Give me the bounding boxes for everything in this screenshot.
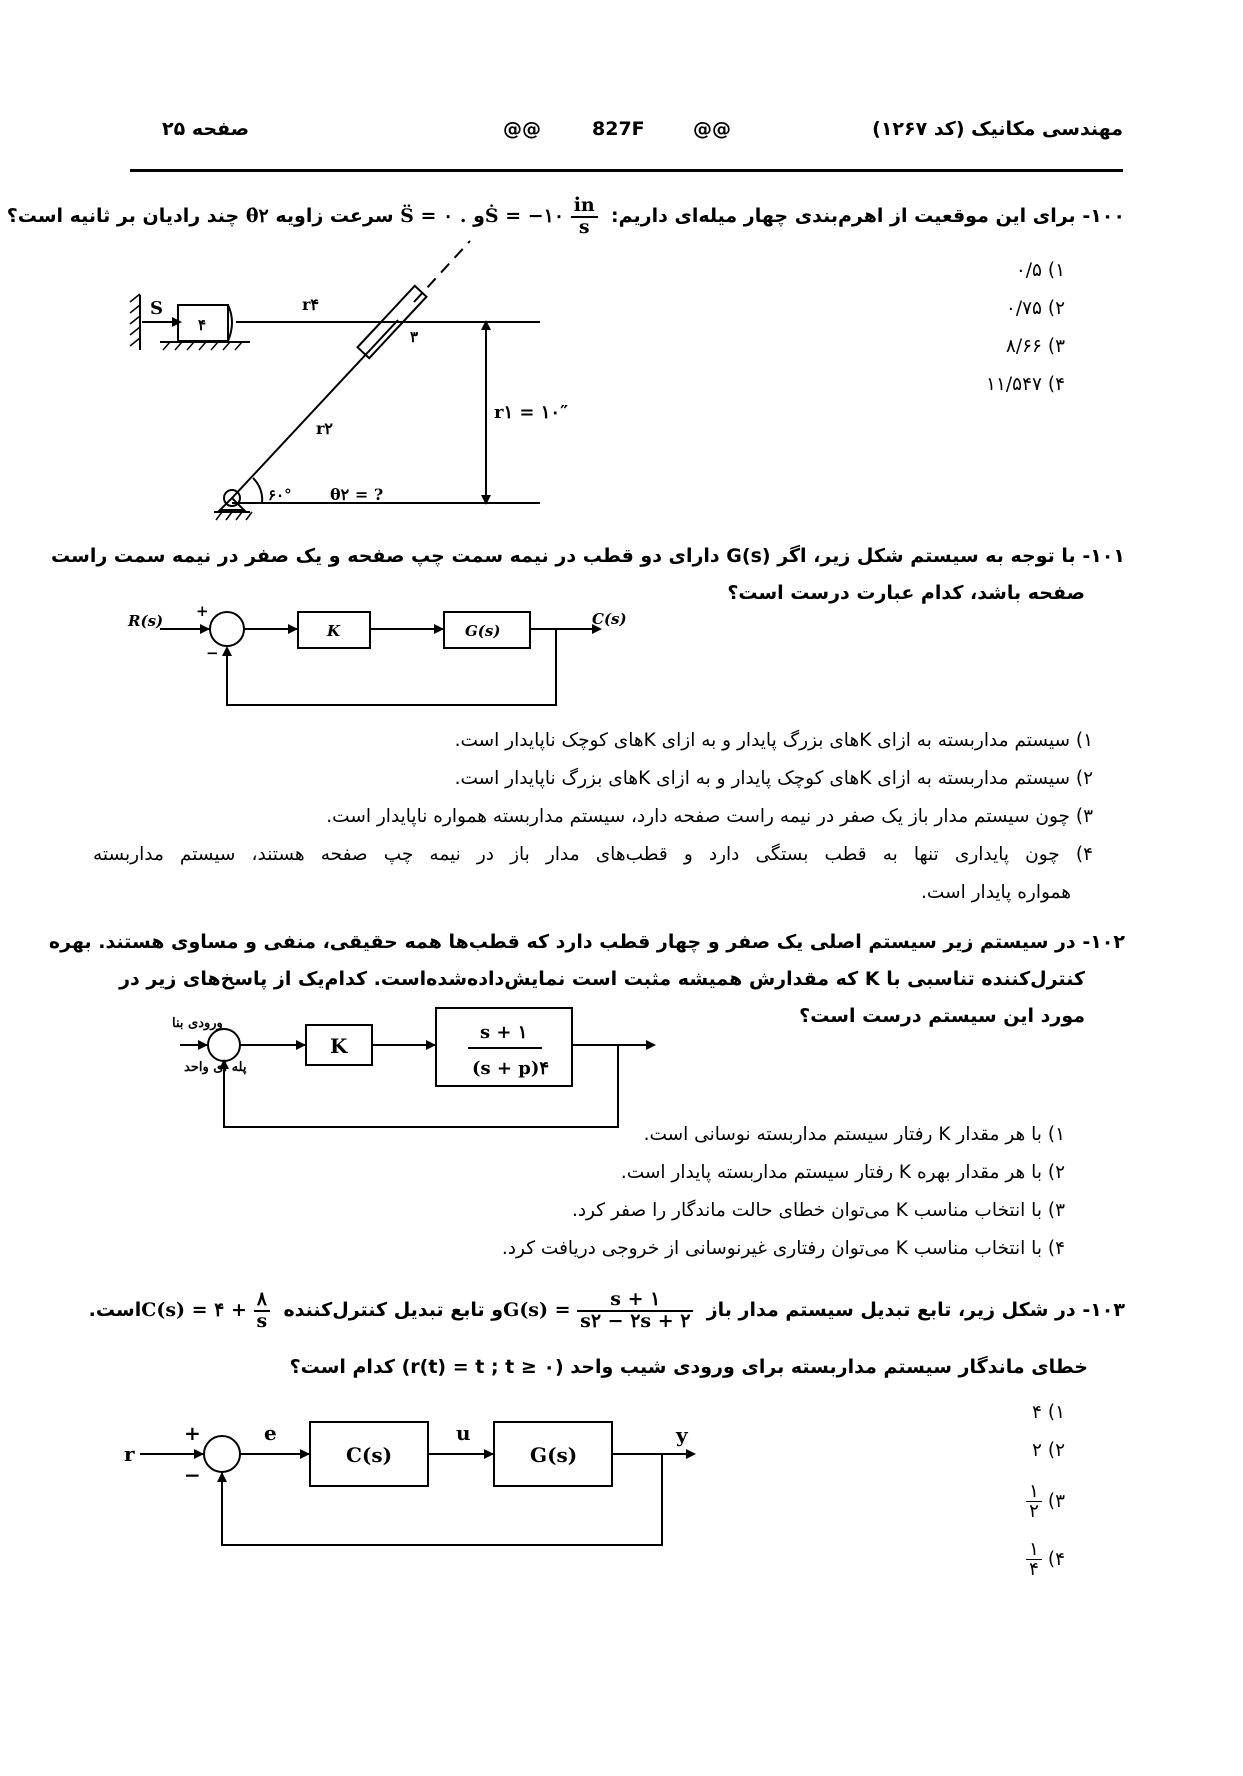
option-4-cont: همواره پایدار است. bbox=[921, 882, 1071, 903]
label-G: G(s) bbox=[465, 622, 501, 640]
label-C: C(s) bbox=[346, 1443, 393, 1467]
question-100: ۱۰۰- برای این موقعیت از اهرم‌بندی چهار میله‌ای داریم: Ṡ = −۱۰ $\frac{in}{s}$ و S̈ = ۰ . سرعت زاویه θ̇۲ چند رادیان بر ثانیه است؟ bbox=[6, 194, 1125, 238]
plant-transfer-fraction: $\frac{s + ۱}{s۲ - ۲s + ۲}$ bbox=[577, 1290, 693, 1332]
question-number: ۱۰۰- bbox=[1082, 204, 1125, 227]
plant-numerator: s + ۱ bbox=[480, 1022, 528, 1043]
question-103: ۱۰۳- در شکل زیر، تابع تبدیل سیستم مدار باز G(s) = $\frac{s + ۱}{s۲ - ۲s + ۲}$ و تابع تبدیل کنترل‌کننده C(s) = ۴ + $\frac{۸}{s}$ است. bbox=[88, 1288, 1125, 1332]
mark-left: @@ bbox=[503, 118, 541, 140]
option-3: ۳) چون سیستم مدار باز یک صفر در نیمه راست صفحه دارد، سیستم مداربسته همواره ناپایدار است. bbox=[326, 806, 1093, 827]
controller-fraction: $\frac{۸}{s}$ bbox=[254, 1290, 271, 1332]
option-1: ۱) با هر مقدار K رفتار سیستم مداربسته نوسانی است. bbox=[643, 1124, 1065, 1145]
mark-right: @@ bbox=[693, 118, 731, 140]
label-r1: r۱ = ۱۰″ bbox=[494, 402, 569, 423]
option-1: ۱) ۰/۵ bbox=[1015, 260, 1065, 281]
question-103-line2: خطای ماندگار سیستم مداربسته برای ورودی شیب واحد (r(t) = t ; t ≥ ۰) کدام است؟ bbox=[289, 1356, 1088, 1378]
option-1: ۱) ۴ bbox=[1032, 1402, 1065, 1423]
label-u: u bbox=[456, 1421, 471, 1445]
exam-subject: مهندسی مکانیک (کد ۱۲۶۷) bbox=[872, 118, 1123, 140]
input-label-2: پله ای واحد bbox=[184, 1060, 247, 1075]
label-r2: r۲ bbox=[316, 419, 334, 438]
question-number: ۱۰۲- bbox=[1082, 931, 1125, 953]
question-101: ۱۰۱- با توجه به سیستم شکل زیر، اگر G(s) دارای دو قطب در نیمه سمت چپ صفحه و یک صفر در نیمه سمت راست صفحه باشد، کدام عبارت درست است؟ bbox=[51, 545, 1125, 604]
option-3: ۳) ۸/۶۶ bbox=[1005, 336, 1065, 357]
option-4: ۴) با انتخاب مناسب K می‌توان رفتاری غیرنوسانی از خروجی دریافت کرد. bbox=[501, 1238, 1065, 1259]
label-slider: ۳ bbox=[410, 328, 419, 346]
label-C: C(s) bbox=[592, 610, 627, 628]
option-2: ۲) ۰/۷۵ bbox=[1005, 298, 1065, 319]
question-number: ۱۰۳- bbox=[1082, 1298, 1125, 1321]
plant-denominator: (s + p)۴ bbox=[472, 1058, 550, 1079]
label-y: y bbox=[676, 1423, 688, 1447]
option-4: ۴) چون پایداری تنها به قطب بستگی دارد و قطب‌های مدار باز در نیمه چپ صفحه هستند، سیستم مداربسته bbox=[93, 844, 1093, 865]
option-2: ۲) ۲ bbox=[1032, 1440, 1065, 1461]
label-theta2: θ۲ = ? bbox=[330, 485, 384, 504]
label-S: S bbox=[150, 298, 163, 319]
option-2: ۲) سیستم مداربسته به ازای Kهای کوچک پایدار و به ازای Kهای بزرگ ناپایدار است. bbox=[454, 768, 1093, 789]
option-2: ۲) با هر مقدار بهره K رفتار سیستم مداربسته پایدار است. bbox=[620, 1162, 1065, 1183]
label-e: e bbox=[264, 1421, 277, 1445]
q103-options bbox=[1026, 1394, 1065, 1580]
exam-code: 827F bbox=[592, 118, 645, 140]
label-plus: + bbox=[184, 1421, 201, 1445]
option-1: ۱) سیستم مداربسته به ازای Kهای بزرگ پایدار و به ازای Kهای کوچک ناپایدار است. bbox=[454, 730, 1093, 751]
option-4: ۴) $\frac{۱}{۴}$ bbox=[1026, 1540, 1065, 1580]
page-number: صفحه ۲۵ bbox=[162, 118, 250, 140]
option-4: ۴) ۱۱/۵۴۷ bbox=[986, 374, 1065, 395]
label-angle: ۶۰° bbox=[268, 486, 292, 504]
unit-fraction: $\frac{in}{s}$ bbox=[571, 196, 598, 238]
label-G: G(s) bbox=[530, 1443, 578, 1467]
label-plus: + bbox=[196, 602, 209, 620]
question-102: ۱۰۲- در سیستم زیر سیستم اصلی یک صفر و چهار قطب دارد که قطب‌ها همه حقیقی، منفی و مساوی هستند. بهره کنترل‌کننده تناسبی با K که مقدارش همیشه مثبت است نمایش‌داده‌شده‌است. کدام‌یک از پاسخ‌های زیر در مورد این سیستم درست است؟ bbox=[48, 931, 1125, 1027]
label-r: r bbox=[124, 1442, 135, 1466]
label-R: R(s) bbox=[128, 612, 164, 630]
option-3: ۳) با انتخاب مناسب K می‌توان خطای حالت ماندگار را صفر کرد. bbox=[571, 1200, 1065, 1221]
option-3: ۳) $\frac{۱}{۲}$ bbox=[1026, 1482, 1065, 1522]
label-K: K bbox=[327, 622, 341, 640]
label-block: ۴ bbox=[198, 316, 207, 334]
question-number: ۱۰۱- bbox=[1082, 545, 1125, 567]
label-minus: − bbox=[206, 644, 219, 662]
label-K: K bbox=[330, 1034, 348, 1058]
input-label-1: ورودی بنا bbox=[172, 1016, 223, 1031]
label-minus: − bbox=[184, 1463, 201, 1487]
label-r4: r۴ bbox=[302, 295, 320, 314]
